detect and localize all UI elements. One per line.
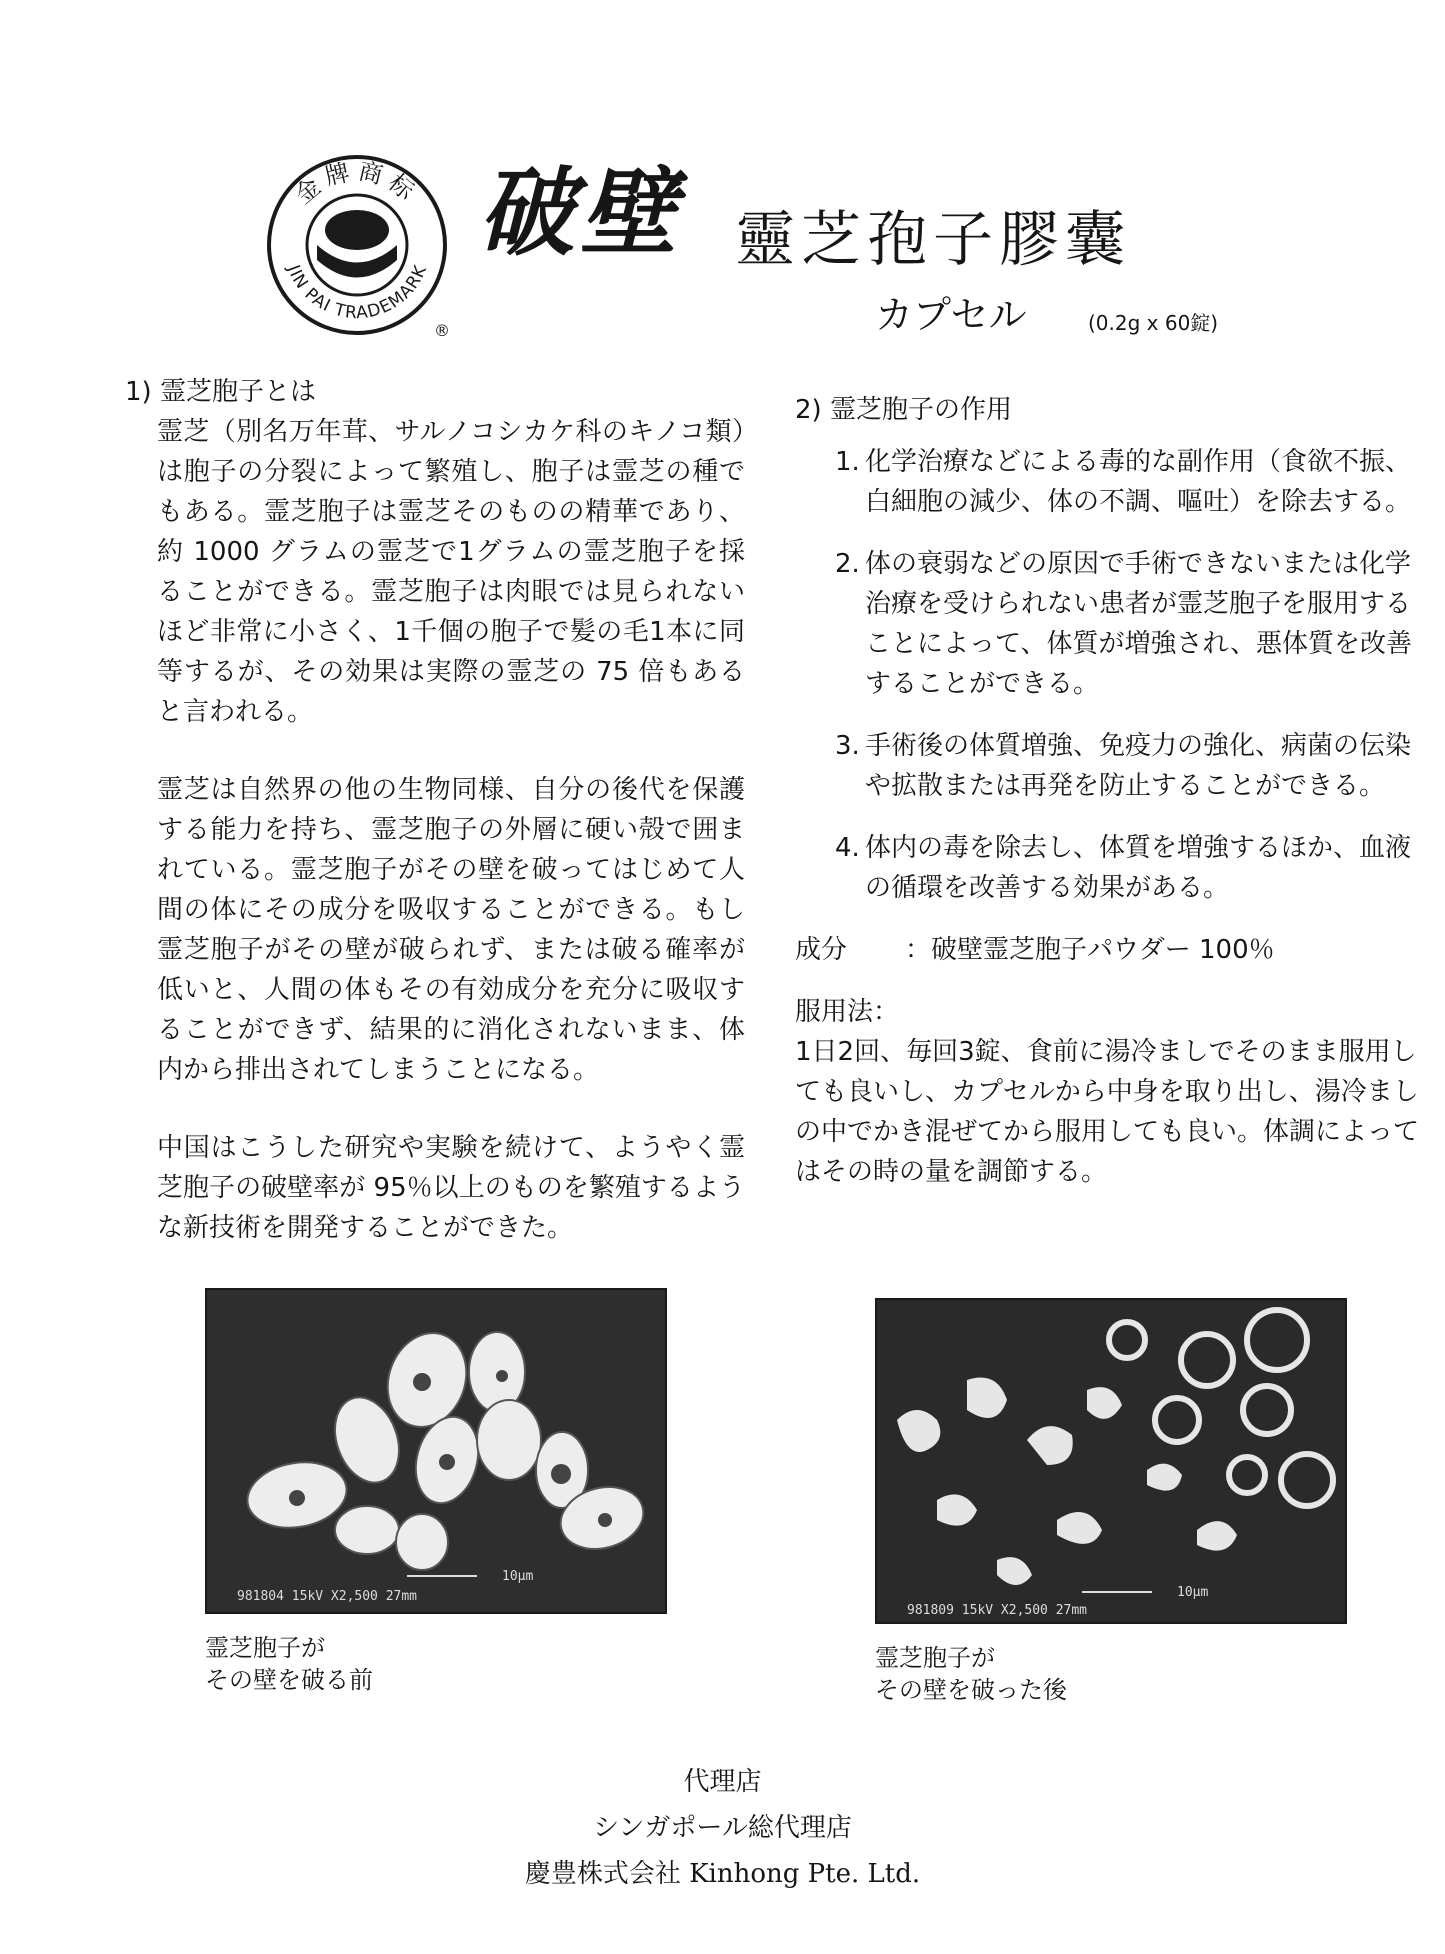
- section1-heading: 1) 霊芝胞子とは: [125, 377, 316, 407]
- section2-heading: 2) 霊芝胞子の作用: [795, 395, 1012, 425]
- effect-number: 4.: [835, 833, 860, 863]
- ingredient-label: 成分: [795, 935, 848, 965]
- ingredient-row: [795, 930, 1420, 970]
- after-info-label: 981809 15kV X2,500 27mm: [907, 1603, 1088, 1618]
- caption-before: [205, 1632, 373, 1696]
- trademark-logo: [262, 150, 452, 340]
- before-info-label: 981804 15kV X2,500 27mm: [237, 1589, 418, 1604]
- micrograph-before: [205, 1288, 667, 1614]
- effect-number: 3.: [835, 731, 860, 761]
- caption-before-line1: 霊芝胞子が: [205, 1634, 325, 1662]
- section1-paragraph-2: 霊芝は自然界の他の生物同様、自分の後代を保護する能力を持ち、霊芝胞子の外層に硬い殻で囲まれている。霊芝胞子がその壁を破ってはじめて人間の体にその成分を吸収することができる。もし霊芝胞子がその壁が破られず、または破る確率が低いと、人間の体もその有効成分を充分に吸収することができず、結果的に消化されないまま、体内から排出されてしまうことになる。: [157, 775, 745, 1085]
- caption-before-line2: その壁を破る前: [205, 1666, 373, 1694]
- section-what-is-spore: [125, 372, 745, 1248]
- registered-mark: ®: [434, 321, 450, 340]
- footer-company: 慶豊株式会社 Kinhong Pte. Ltd.: [524, 1859, 921, 1889]
- after-scale-label: 10μm: [1177, 1585, 1209, 1600]
- footer-distributor: シンガポール総代理店: [593, 1813, 852, 1843]
- dosage-text: 1日2回、毎回3錠、食前に湯冷ましでそのまま服用しても良いし、カプセルから中身を取り出し、湯冷ましの中でかき混ぜてから服用しても良い。体調によってはその時の量を調節する。: [795, 1037, 1420, 1187]
- micrograph-after: [875, 1298, 1347, 1624]
- ingredient-value: ：破壁霊芝胞子パウダー 100％: [905, 935, 1275, 965]
- effect-text: 手術後の体質増強、免疫力の強化、病菌の伝染や拡散または再発を防止することができる。: [865, 731, 1412, 801]
- title-main: 破壁: [478, 156, 682, 269]
- effect-item: [795, 442, 1420, 522]
- caption-after-line1: 霊芝胞子が: [875, 1644, 995, 1672]
- effect-item: [795, 726, 1420, 806]
- dosage-block: [795, 992, 1420, 1192]
- section1-paragraph-3: 中国はこうした研究や実験を続けて、ようやく霊芝胞子の破壁率が 95％以上のものを繁殖するような新技術を開発することができた。: [157, 1133, 745, 1243]
- before-scale-label: 10μm: [502, 1569, 534, 1584]
- title-sub: 靈芝孢子膠囊: [735, 205, 1131, 275]
- logo-lower-text: JIN PAI TRADEMARK: [282, 262, 432, 324]
- section1-paragraph-1: 霊芝（別名万年茸、サルノコシカケ科のキノコ類）は胞子の分裂によって繁殖し、胞子は霊芝の種でもある。霊芝胞子は霊芝そのものの精華であり、約 1000 グラムの霊芝で1グラムの霊芝胞子を採ることができる。霊芝胞子は肉眼では見られないほど非常に小さく、1千個の胞子で髪の毛1本に同等するが、その効果は実際の霊芝の 75 倍もあると言われる。: [157, 417, 745, 727]
- section-effects: [795, 390, 1420, 1192]
- footer-agent-label: 代理店: [683, 1767, 762, 1797]
- effect-text: 化学治療などによる毒的な副作用（食欲不振、白細胞の減少、体の不調、嘔吐）を除去する。: [865, 447, 1412, 517]
- caption-after-line2: その壁を破った後: [875, 1676, 1067, 1704]
- dosage-label: 服用法：: [795, 997, 900, 1027]
- effect-item: [795, 828, 1420, 908]
- caption-after: [875, 1642, 1067, 1706]
- effect-text: 体の衰弱などの原因で手術できないまたは化学治療を受けられない患者が霊芝胞子を服用することによって、体質が増強され、悪体質を改善することができる。: [865, 549, 1413, 699]
- effect-item: [795, 544, 1420, 704]
- logo-upper-text: 金牌商标: [289, 156, 425, 210]
- effect-text: 体内の毒を除去し、体質を増強するほか、血液の循環を改善する効果がある。: [865, 833, 1412, 903]
- svg-text:金牌商标: [290, 157, 424, 209]
- capsule-label: カプセル: [875, 293, 1027, 337]
- package-spec: (0.2g x 60錠): [1088, 311, 1219, 335]
- effect-number: 1.: [835, 447, 860, 477]
- effect-number: 2.: [835, 549, 860, 579]
